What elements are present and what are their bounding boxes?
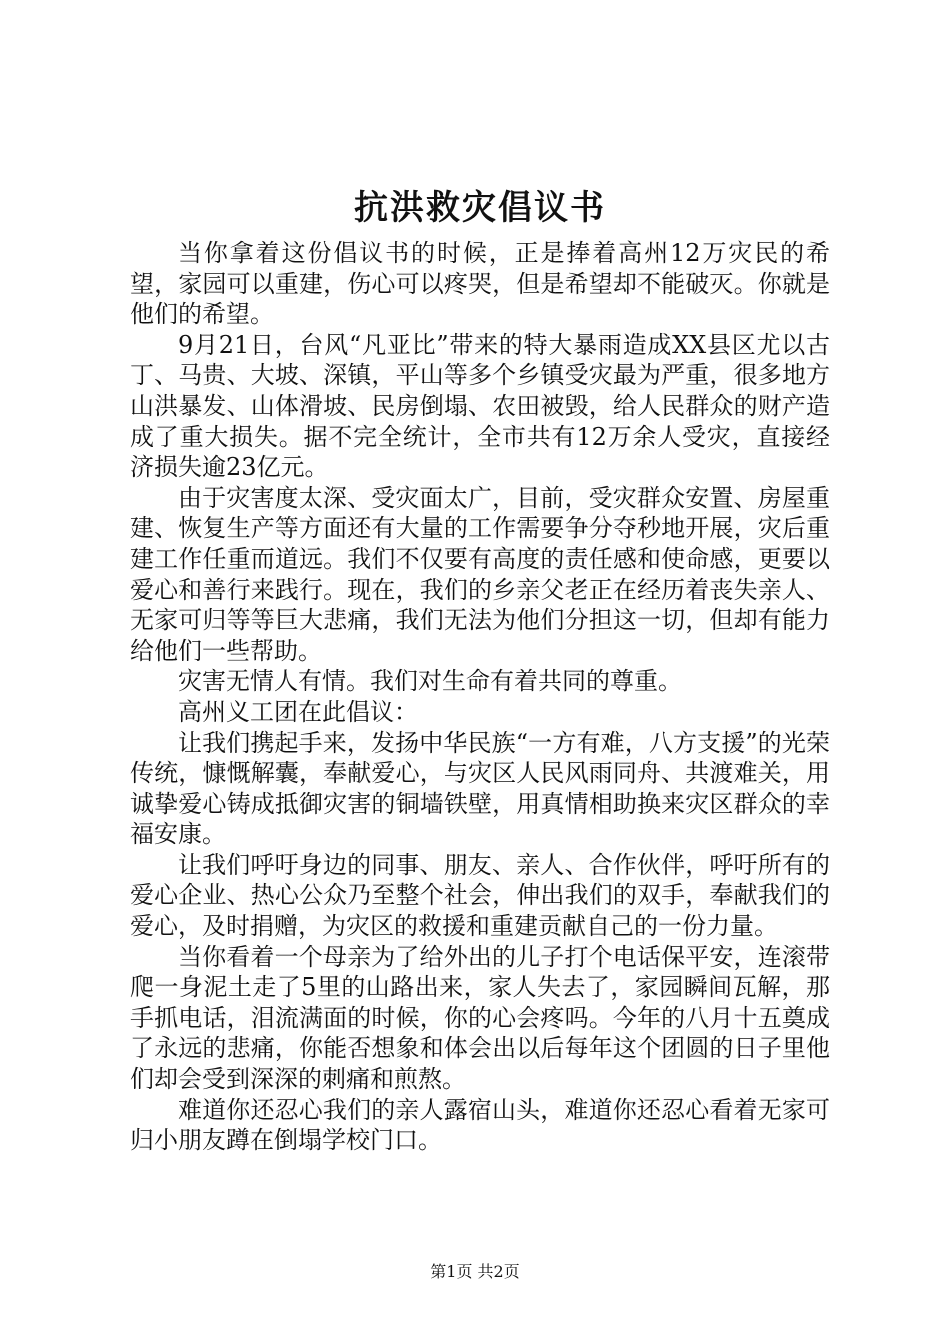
document-title: 抗洪救灾倡议书 <box>354 188 606 228</box>
paragraph-7: 让我们呼吁身边的同事、朋友、亲人、合作伙伴，呼吁所有的爱心企业、热心公众乃至整个社会，伸出我们的双手，奉献我们的爱心，及时捐赠，为灾区的救援和重建贡献自己的一份力量。 <box>130 850 830 941</box>
document-page <box>130 178 830 1156</box>
paragraph-3: 由于灾害度太深、受灾面太广，目前，受灾群众安置、房屋重建、恢复生产等方面还有大量的工作需要争分夺秒地开展，灾后重建工作任重而道远。我们不仅要有高度的责任感和使命感，更要以爱心和善行来践行。现在，我们的乡亲父老正在经历着丧失亲人、无家可归等等巨大悲痛，我们无法为他们分担这一切，但却有能力给他们一些帮助。 <box>130 483 830 665</box>
paragraph-8: 当你看着一个母亲为了给外出的儿子打个电话保平安，连滚带爬一身泥土走了5里的山路出来，家人失去了，家园瞬间瓦解，那手抓电话，泪流满面的时候，你的心会疼吗。今年的八月十五奠成了永远的悲痛，你能否想象和体会出以后每年这个团圆的日子里他们却会受到深深的刺痛和煎熬。 <box>130 942 830 1094</box>
paragraph-4: 灾害无情人有情。我们对生命有着共同的尊重。 <box>178 667 682 696</box>
paragraph-2: 9月21日，台风“凡亚比”带来的特大暴雨造成XX县区尤以古丁、马贵、大坡、深镇，平山等多个乡镇受灾最为严重，很多地方山洪暴发、山体滑坡、民房倒塌、农田被毁，给人民群众的财产造成了重大损失。据不完全统计，全市共有12万余人受灾，直接经济损失逾23亿元。 <box>130 330 830 482</box>
paragraph-5: 高州义工团在此倡议： <box>178 697 418 726</box>
paragraph-6: 让我们携起手来，发扬中华民族“一方有难，八方支援”的光荣传统，慷慨解囊，奉献爱心，与灾区人民风雨同舟、共渡难关，用诚挚爱心铸成抵御灾害的铜墙铁壁，用真情相助换来灾区群众的幸福安康。 <box>130 728 830 849</box>
page-number-footer: 第1页 共2页 <box>430 1262 520 1281</box>
paragraph-9: 难道你还忍心我们的亲人露宿山头，难道你还忍心看着无家可归小朋友蹲在倒塌学校门口。 <box>130 1095 830 1155</box>
paragraph-1: 当你拿着这份倡议书的时候，正是捧着高州12万灾民的希望，家园可以重建，伤心可以疼哭，但是希望却不能破灭。你就是他们的希望。 <box>130 239 830 329</box>
